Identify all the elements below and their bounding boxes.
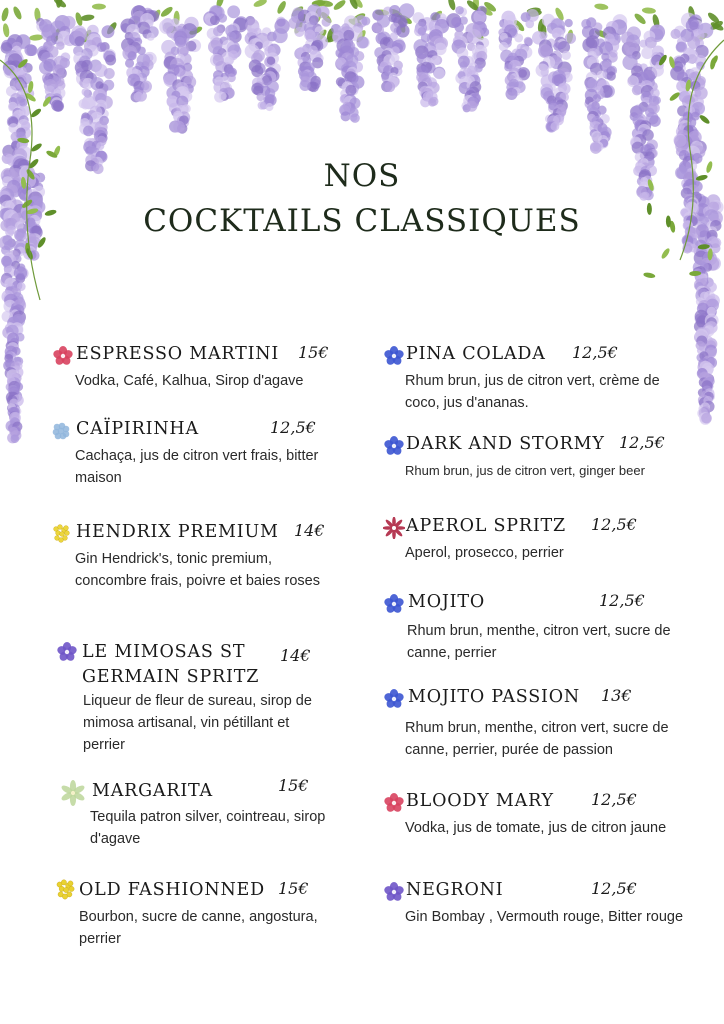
cocktail-price: 15€ — [298, 343, 329, 362]
cocktail-name: MARGARITA — [92, 781, 213, 801]
cocktail-item-espresso-martini — [52, 342, 352, 389]
cocktail-name: OLD FASHIONNED — [79, 880, 265, 900]
cocktail-description: Rhum brun, jus de citron vert, ginger beer — [405, 463, 645, 478]
cocktail-item-pina-colada — [383, 342, 683, 411]
cocktail-description: Gin Bombay , Vermouth rouge, Bitter rouge — [405, 909, 684, 925]
cocktail-price: 14€ — [294, 521, 325, 540]
cocktail-item-margarita — [60, 776, 360, 847]
cocktail-price: 12,5€ — [591, 790, 637, 809]
blue-flower-icon — [383, 688, 405, 710]
cocktail-price: 12,5€ — [599, 591, 645, 610]
cocktail-name: ESPRESSO MARTINI — [76, 344, 280, 364]
cocktail-description: Tequila patron silver, cointreau, sirop d'agave — [90, 809, 326, 847]
cocktail-item-mojito-passion — [383, 685, 693, 758]
cocktail-name: MOJITO PASSION — [408, 687, 581, 707]
cocktail-name: HENDRIX PREMIUM — [76, 522, 279, 542]
cocktail-name: APEROL SPRITZ — [406, 516, 566, 536]
cocktail-price: 12,5€ — [591, 515, 637, 534]
cocktail-name: BLOODY MARY — [406, 791, 554, 811]
yellow-flower-icon — [50, 523, 72, 545]
cocktail-price: 12,5€ — [619, 433, 665, 452]
cocktail-description: Vodka, Café, Kalhua, Sirop d'agave — [75, 373, 304, 389]
cocktail-item-dark-and-stormy — [383, 432, 703, 478]
cocktail-name: NEGRONI — [406, 880, 504, 900]
cocktail-description: Rhum brun, jus de citron vert, crème de coco, jus d'ananas. — [405, 373, 660, 411]
yellow-mimosa-icon — [53, 878, 77, 902]
cocktail-price: 12,5€ — [572, 343, 618, 362]
red-star-flower-icon — [383, 517, 405, 539]
cocktail-description: Rhum brun, menthe, citron vert, sucre de canne, perrier, purée de passion — [405, 720, 669, 758]
blue-flower-icon — [383, 345, 405, 367]
cocktail-description: Bourbon, sucre de canne, angostura, perrier — [79, 909, 318, 947]
blue-hydrangea-icon — [50, 420, 72, 442]
cocktail-description: Aperol, prosecco, perrier — [405, 545, 564, 561]
cocktail-description: Gin Hendrick's, tonic premium, concombre frais, poivre et baies roses — [75, 551, 320, 589]
cocktail-description: Cachaça, jus de citron vert frais, bitter maison — [75, 448, 319, 486]
cocktail-item-aperol-spritz — [383, 514, 683, 561]
cocktail-description: Liqueur de fleur de sureau, sirop de mimosa artisanal, vin pétillant et perrier — [83, 693, 312, 753]
cocktail-name: MOJITO — [408, 592, 486, 612]
red-flower-icon — [52, 345, 74, 367]
menu-title-line2: COCKTAILS CLASSIQUES — [143, 203, 581, 239]
cocktail-item-hendrix-premium — [50, 520, 350, 589]
menu-title-line1: NOS — [323, 158, 401, 194]
cocktail-price: 15€ — [278, 879, 309, 898]
red-flower-icon — [383, 792, 405, 814]
green-leaf-icon — [60, 780, 86, 806]
cocktail-name: DARK AND STORMY — [406, 434, 605, 454]
cocktail-item-bloody-mary — [383, 789, 683, 836]
cocktail-item-caipirinha — [50, 417, 350, 486]
blue-flower-icon — [383, 435, 405, 457]
purple-flower-icon — [56, 641, 78, 663]
cocktail-price: 12,5€ — [591, 879, 637, 898]
cocktail-price: 14€ — [280, 646, 311, 665]
purple-flower-icon — [383, 881, 405, 903]
cocktail-item-old-fashionned — [53, 878, 353, 947]
cocktail-item-mimosas-st-germain-spritz — [56, 638, 356, 753]
cocktail-item-negroni — [383, 878, 684, 925]
cocktail-name: PINA COLADA — [406, 344, 546, 364]
cocktail-price: 13€ — [601, 686, 632, 705]
cocktail-price: 15€ — [278, 776, 309, 795]
cocktail-price: 12,5€ — [270, 418, 316, 437]
cocktail-description: Rhum brun, menthe, citron vert, sucre de canne, perrier — [407, 623, 671, 661]
cocktail-name: CAÏPIRINHA — [76, 419, 199, 439]
blue-flower-icon — [383, 593, 405, 615]
cocktail-description: Vodka, jus de tomate, jus de citron jaune — [405, 820, 667, 836]
cocktail-name: LE MIMOSAS ST GERMAIN SPRITZ — [82, 642, 260, 687]
cocktail-item-mojito — [383, 590, 693, 661]
